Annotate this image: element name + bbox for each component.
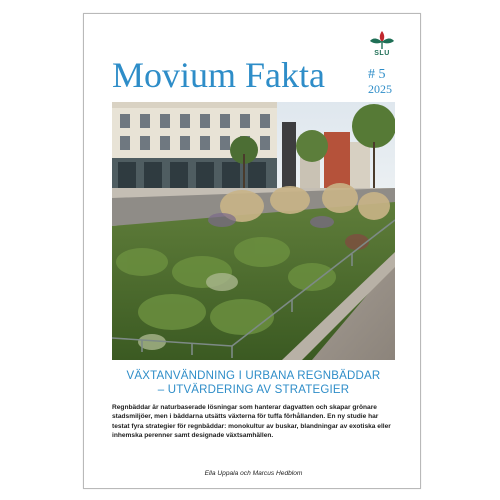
intro-line: Regnbäddar är naturbaserade lösningar som hanterar dagvatten och skapar grönare — [112, 404, 377, 411]
logo-text: SLU — [374, 50, 390, 57]
authors: Ella Uppala och Marcus Hedblom — [204, 470, 303, 477]
cover-page — [83, 13, 421, 489]
intro-line: stadsmiljöer, men i bäddarna utsätts växterna för tuffa förhållanden. En ny studie har — [112, 413, 379, 421]
slu-logo — [367, 28, 397, 62]
slu-leaf-icon — [367, 28, 397, 50]
intro-paragraph — [112, 403, 398, 441]
issue-number: # 5 — [368, 67, 386, 82]
issue-info — [368, 68, 392, 95]
intro-line: inhemska perenner samt designade växtsamhällen. — [112, 432, 274, 440]
article-headline — [112, 369, 395, 397]
headline-line-2: – UTVÄRDERING AV STRATEGIER — [157, 384, 350, 396]
intro-line: testat fyra strategier för regnbäddar: monokultur av buskar, blandningar av exotiska eller — [112, 422, 391, 430]
issue-year: 2025 — [368, 82, 392, 96]
headline-line-1: VÄXTANVÄNDNING I URBANA REGNBÄDDAR — [126, 370, 381, 382]
rain-garden-photo — [112, 102, 395, 360]
cover-photo — [112, 102, 395, 360]
publication-title: Movium Fakta — [112, 55, 325, 95]
